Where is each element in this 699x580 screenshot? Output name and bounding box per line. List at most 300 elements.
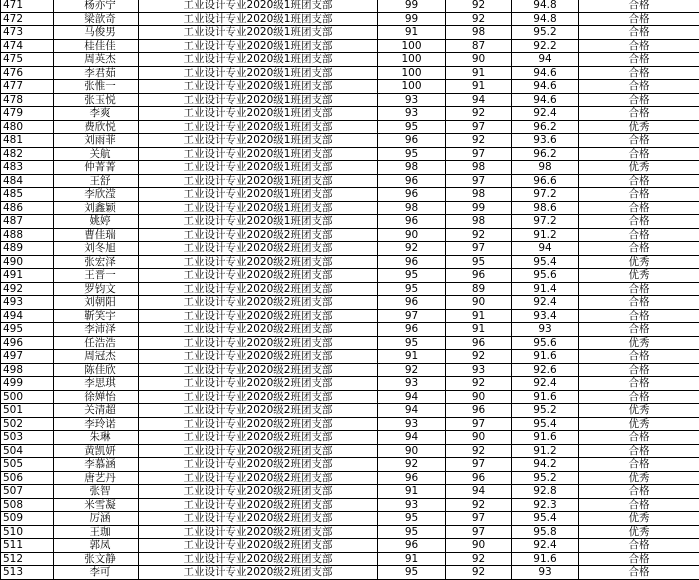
name-cell[interactable]: 朱琳 [54, 431, 139, 445]
score-1-cell[interactable]: 98 [378, 161, 446, 175]
score-1-cell[interactable]: 91 [378, 552, 446, 566]
grade-cell[interactable]: 合格 [579, 93, 699, 107]
name-cell[interactable]: 厉涵 [54, 512, 139, 526]
row-number-cell[interactable]: 479 [1, 107, 54, 121]
total-score-cell[interactable]: 94.6 [512, 93, 579, 107]
branch-cell[interactable]: 工业设计专业2020级1班团支部 [139, 80, 378, 94]
total-score-cell[interactable]: 92.4 [512, 107, 579, 121]
score-2-cell[interactable]: 92 [446, 12, 512, 26]
name-cell[interactable]: 梁歆奇 [54, 12, 139, 26]
branch-cell[interactable]: 工业设计专业2020级1班团支部 [139, 26, 378, 40]
row-number-cell[interactable]: 493 [1, 296, 54, 310]
grade-cell[interactable]: 优秀 [579, 404, 699, 418]
branch-cell[interactable]: 工业设计专业2020级1班团支部 [139, 53, 378, 67]
row-number-cell[interactable]: 496 [1, 336, 54, 350]
name-cell[interactable]: 张宏泽 [54, 255, 139, 269]
branch-cell[interactable]: 工业设计专业2020级2班团支部 [139, 363, 378, 377]
name-cell[interactable]: 马俊男 [54, 26, 139, 40]
total-score-cell[interactable]: 96.2 [512, 147, 579, 161]
branch-cell[interactable]: 工业设计专业2020级2班团支部 [139, 417, 378, 431]
score-1-cell[interactable]: 95 [378, 120, 446, 134]
grade-cell[interactable]: 合格 [579, 0, 699, 12]
total-score-cell[interactable]: 95.2 [512, 26, 579, 40]
score-1-cell[interactable]: 96 [378, 215, 446, 229]
score-2-cell[interactable]: 91 [446, 66, 512, 80]
name-cell[interactable]: 刘朝阳 [54, 296, 139, 310]
row-number-cell[interactable]: 502 [1, 417, 54, 431]
score-2-cell[interactable]: 97 [446, 512, 512, 526]
branch-cell[interactable]: 工业设计专业2020级1班团支部 [139, 215, 378, 229]
row-number-cell[interactable]: 475 [1, 53, 54, 67]
score-1-cell[interactable]: 94 [378, 404, 446, 418]
total-score-cell[interactable]: 92.6 [512, 363, 579, 377]
score-2-cell[interactable]: 96 [446, 404, 512, 418]
name-cell[interactable]: 刘鑫颖 [54, 201, 139, 215]
total-score-cell[interactable]: 95.4 [512, 417, 579, 431]
score-2-cell[interactable]: 91 [446, 323, 512, 337]
grade-cell[interactable]: 优秀 [579, 161, 699, 175]
total-score-cell[interactable]: 94 [512, 53, 579, 67]
score-2-cell[interactable]: 97 [446, 174, 512, 188]
total-score-cell[interactable]: 91.6 [512, 350, 579, 364]
row-number-cell[interactable]: 481 [1, 134, 54, 148]
grade-cell[interactable]: 合格 [579, 80, 699, 94]
total-score-cell[interactable]: 92.3 [512, 498, 579, 512]
score-2-cell[interactable]: 90 [446, 390, 512, 404]
grade-cell[interactable]: 合格 [579, 458, 699, 472]
branch-cell[interactable]: 工业设计专业2020级1班团支部 [139, 120, 378, 134]
score-2-cell[interactable]: 90 [446, 431, 512, 445]
grade-cell[interactable]: 合格 [579, 390, 699, 404]
name-cell[interactable]: 曹佳瑞 [54, 228, 139, 242]
score-1-cell[interactable]: 100 [378, 66, 446, 80]
name-cell[interactable]: 桂佳佳 [54, 39, 139, 53]
name-cell[interactable]: 张文静 [54, 552, 139, 566]
row-number-cell[interactable]: 474 [1, 39, 54, 53]
row-number-cell[interactable]: 499 [1, 377, 54, 391]
total-score-cell[interactable]: 92.4 [512, 377, 579, 391]
branch-cell[interactable]: 工业设计专业2020级2班团支部 [139, 552, 378, 566]
branch-cell[interactable]: 工业设计专业2020级2班团支部 [139, 404, 378, 418]
score-1-cell[interactable]: 95 [378, 147, 446, 161]
total-score-cell[interactable]: 97.2 [512, 188, 579, 202]
grade-cell[interactable]: 合格 [579, 188, 699, 202]
branch-cell[interactable]: 工业设计专业2020级1班团支部 [139, 161, 378, 175]
score-1-cell[interactable]: 100 [378, 80, 446, 94]
name-cell[interactable]: 周英杰 [54, 53, 139, 67]
score-1-cell[interactable]: 97 [378, 309, 446, 323]
score-1-cell[interactable]: 94 [378, 431, 446, 445]
row-number-cell[interactable]: 471 [1, 0, 54, 12]
score-1-cell[interactable]: 96 [378, 255, 446, 269]
total-score-cell[interactable]: 95.8 [512, 525, 579, 539]
score-2-cell[interactable]: 92 [446, 498, 512, 512]
score-2-cell[interactable]: 92 [446, 350, 512, 364]
score-2-cell[interactable]: 96 [446, 471, 512, 485]
name-cell[interactable]: 张玉悦 [54, 93, 139, 107]
score-1-cell[interactable]: 95 [378, 525, 446, 539]
row-number-cell[interactable]: 476 [1, 66, 54, 80]
branch-cell[interactable]: 工业设计专业2020级2班团支部 [139, 458, 378, 472]
name-cell[interactable]: 李沛泽 [54, 323, 139, 337]
branch-cell[interactable]: 工业设计专业2020级2班团支部 [139, 377, 378, 391]
grade-cell[interactable]: 优秀 [579, 417, 699, 431]
branch-cell[interactable]: 工业设计专业2020级2班团支部 [139, 242, 378, 256]
grade-cell[interactable]: 合格 [579, 323, 699, 337]
row-number-cell[interactable]: 490 [1, 255, 54, 269]
row-number-cell[interactable]: 472 [1, 12, 54, 26]
score-1-cell[interactable]: 91 [378, 350, 446, 364]
total-score-cell[interactable]: 95.2 [512, 404, 579, 418]
total-score-cell[interactable]: 93.6 [512, 134, 579, 148]
name-cell[interactable]: 李玲诺 [54, 417, 139, 431]
score-2-cell[interactable]: 87 [446, 39, 512, 53]
branch-cell[interactable]: 工业设计专业2020级1班团支部 [139, 201, 378, 215]
branch-cell[interactable]: 工业设计专业2020级2班团支部 [139, 336, 378, 350]
grade-cell[interactable]: 优秀 [579, 120, 699, 134]
score-1-cell[interactable]: 93 [378, 417, 446, 431]
score-2-cell[interactable]: 97 [446, 242, 512, 256]
branch-cell[interactable]: 工业设计专业2020级1班团支部 [139, 107, 378, 121]
name-cell[interactable]: 陈佳欣 [54, 363, 139, 377]
score-1-cell[interactable]: 95 [378, 566, 446, 580]
row-number-cell[interactable]: 484 [1, 174, 54, 188]
total-score-cell[interactable]: 91.6 [512, 390, 579, 404]
total-score-cell[interactable]: 95.4 [512, 512, 579, 526]
grade-cell[interactable]: 合格 [579, 282, 699, 296]
branch-cell[interactable]: 工业设计专业2020级1班团支部 [139, 174, 378, 188]
grade-cell[interactable]: 优秀 [579, 336, 699, 350]
row-number-cell[interactable]: 505 [1, 458, 54, 472]
row-number-cell[interactable]: 503 [1, 431, 54, 445]
total-score-cell[interactable]: 92.4 [512, 296, 579, 310]
grade-cell[interactable]: 合格 [579, 215, 699, 229]
branch-cell[interactable]: 工业设计专业2020级2班团支部 [139, 309, 378, 323]
score-2-cell[interactable]: 97 [446, 147, 512, 161]
grade-cell[interactable]: 优秀 [579, 512, 699, 526]
grade-cell[interactable]: 合格 [579, 53, 699, 67]
total-score-cell[interactable]: 93 [512, 323, 579, 337]
branch-cell[interactable]: 工业设计专业2020级2班团支部 [139, 228, 378, 242]
row-number-cell[interactable]: 510 [1, 525, 54, 539]
name-cell[interactable]: 任浩浩 [54, 336, 139, 350]
score-2-cell[interactable]: 98 [446, 188, 512, 202]
grade-cell[interactable]: 合格 [579, 26, 699, 40]
score-1-cell[interactable]: 92 [378, 363, 446, 377]
branch-cell[interactable]: 工业设计专业2020级1班团支部 [139, 93, 378, 107]
total-score-cell[interactable]: 98.6 [512, 201, 579, 215]
score-2-cell[interactable]: 97 [446, 120, 512, 134]
score-2-cell[interactable]: 90 [446, 539, 512, 553]
name-cell[interactable]: 黄凯妍 [54, 444, 139, 458]
total-score-cell[interactable]: 95.6 [512, 336, 579, 350]
score-2-cell[interactable]: 95 [446, 255, 512, 269]
grade-cell[interactable]: 合格 [579, 296, 699, 310]
score-2-cell[interactable]: 98 [446, 215, 512, 229]
name-cell[interactable]: 郭凤 [54, 539, 139, 553]
score-2-cell[interactable]: 92 [446, 0, 512, 12]
score-2-cell[interactable]: 92 [446, 552, 512, 566]
row-number-cell[interactable]: 480 [1, 120, 54, 134]
total-score-cell[interactable]: 94 [512, 242, 579, 256]
row-number-cell[interactable]: 494 [1, 309, 54, 323]
grade-cell[interactable]: 合格 [579, 566, 699, 580]
score-1-cell[interactable]: 96 [378, 471, 446, 485]
name-cell[interactable]: 姚婷 [54, 215, 139, 229]
total-score-cell[interactable]: 91.4 [512, 282, 579, 296]
grade-cell[interactable]: 合格 [579, 539, 699, 553]
grade-cell[interactable]: 合格 [579, 134, 699, 148]
score-1-cell[interactable]: 96 [378, 188, 446, 202]
branch-cell[interactable]: 工业设计专业2020级2班团支部 [139, 512, 378, 526]
score-2-cell[interactable]: 92 [446, 107, 512, 121]
branch-cell[interactable]: 工业设计专业2020级2班团支部 [139, 566, 378, 580]
grade-cell[interactable]: 合格 [579, 147, 699, 161]
row-number-cell[interactable]: 487 [1, 215, 54, 229]
grade-cell[interactable]: 合格 [579, 66, 699, 80]
score-1-cell[interactable]: 90 [378, 228, 446, 242]
grade-cell[interactable]: 优秀 [579, 471, 699, 485]
branch-cell[interactable]: 工业设计专业2020级2班团支部 [139, 350, 378, 364]
grade-cell[interactable]: 合格 [579, 444, 699, 458]
row-number-cell[interactable]: 513 [1, 566, 54, 580]
name-cell[interactable]: 徐婵怡 [54, 390, 139, 404]
grade-cell[interactable]: 合格 [579, 242, 699, 256]
branch-cell[interactable]: 工业设计专业2020级2班团支部 [139, 485, 378, 499]
score-1-cell[interactable]: 96 [378, 539, 446, 553]
score-1-cell[interactable]: 91 [378, 485, 446, 499]
row-number-cell[interactable]: 497 [1, 350, 54, 364]
row-number-cell[interactable]: 477 [1, 80, 54, 94]
grade-cell[interactable]: 合格 [579, 552, 699, 566]
score-1-cell[interactable]: 93 [378, 107, 446, 121]
score-2-cell[interactable]: 92 [446, 566, 512, 580]
score-1-cell[interactable]: 96 [378, 323, 446, 337]
total-score-cell[interactable]: 94.6 [512, 80, 579, 94]
branch-cell[interactable]: 工业设计专业2020级2班团支部 [139, 525, 378, 539]
name-cell[interactable]: 费欣悦 [54, 120, 139, 134]
name-cell[interactable]: 杨亦宁 [54, 0, 139, 12]
grade-cell[interactable]: 优秀 [579, 255, 699, 269]
row-number-cell[interactable]: 473 [1, 26, 54, 40]
grade-cell[interactable]: 合格 [579, 12, 699, 26]
total-score-cell[interactable]: 93 [512, 566, 579, 580]
branch-cell[interactable]: 工业设计专业2020级2班团支部 [139, 444, 378, 458]
row-number-cell[interactable]: 495 [1, 323, 54, 337]
grade-cell[interactable]: 优秀 [579, 525, 699, 539]
score-1-cell[interactable]: 93 [378, 377, 446, 391]
row-number-cell[interactable]: 507 [1, 485, 54, 499]
score-2-cell[interactable]: 92 [446, 228, 512, 242]
total-score-cell[interactable]: 98 [512, 161, 579, 175]
grade-cell[interactable]: 合格 [579, 174, 699, 188]
branch-cell[interactable]: 工业设计专业2020级1班团支部 [139, 12, 378, 26]
total-score-cell[interactable]: 92.4 [512, 539, 579, 553]
score-2-cell[interactable]: 98 [446, 161, 512, 175]
score-2-cell[interactable]: 91 [446, 309, 512, 323]
score-2-cell[interactable]: 99 [446, 201, 512, 215]
score-1-cell[interactable]: 99 [378, 0, 446, 12]
score-1-cell[interactable]: 91 [378, 26, 446, 40]
total-score-cell[interactable]: 93.4 [512, 309, 579, 323]
name-cell[interactable]: 李爽 [54, 107, 139, 121]
name-cell[interactable]: 米雪凝 [54, 498, 139, 512]
row-number-cell[interactable]: 508 [1, 498, 54, 512]
branch-cell[interactable]: 工业设计专业2020级2班团支部 [139, 296, 378, 310]
name-cell[interactable]: 靳笑宇 [54, 309, 139, 323]
total-score-cell[interactable]: 91.2 [512, 228, 579, 242]
total-score-cell[interactable]: 94.8 [512, 0, 579, 12]
row-number-cell[interactable]: 492 [1, 282, 54, 296]
name-cell[interactable]: 关航 [54, 147, 139, 161]
branch-cell[interactable]: 工业设计专业2020级2班团支部 [139, 431, 378, 445]
row-number-cell[interactable]: 511 [1, 539, 54, 553]
score-2-cell[interactable]: 96 [446, 336, 512, 350]
total-score-cell[interactable]: 96.6 [512, 174, 579, 188]
grade-cell[interactable]: 合格 [579, 377, 699, 391]
name-cell[interactable]: 李欣滢 [54, 188, 139, 202]
score-1-cell[interactable]: 90 [378, 444, 446, 458]
score-2-cell[interactable]: 98 [446, 26, 512, 40]
branch-cell[interactable]: 工业设计专业2020级1班团支部 [139, 188, 378, 202]
score-1-cell[interactable]: 92 [378, 242, 446, 256]
score-1-cell[interactable]: 100 [378, 53, 446, 67]
branch-cell[interactable]: 工业设计专业2020级2班团支部 [139, 471, 378, 485]
score-1-cell[interactable]: 94 [378, 390, 446, 404]
branch-cell[interactable]: 工业设计专业2020级1班团支部 [139, 134, 378, 148]
score-2-cell[interactable]: 97 [446, 417, 512, 431]
grade-cell[interactable]: 合格 [579, 498, 699, 512]
row-number-cell[interactable]: 486 [1, 201, 54, 215]
branch-cell[interactable]: 工业设计专业2020级2班团支部 [139, 323, 378, 337]
score-2-cell[interactable]: 92 [446, 444, 512, 458]
branch-cell[interactable]: 工业设计专业2020级2班团支部 [139, 539, 378, 553]
total-score-cell[interactable]: 95.6 [512, 269, 579, 283]
branch-cell[interactable]: 工业设计专业2020级1班团支部 [139, 66, 378, 80]
score-1-cell[interactable]: 96 [378, 296, 446, 310]
name-cell[interactable]: 关清超 [54, 404, 139, 418]
grade-cell[interactable]: 合格 [579, 431, 699, 445]
name-cell[interactable]: 王珈 [54, 525, 139, 539]
score-1-cell[interactable]: 93 [378, 93, 446, 107]
grade-cell[interactable]: 合格 [579, 228, 699, 242]
total-score-cell[interactable]: 91.6 [512, 552, 579, 566]
score-2-cell[interactable]: 89 [446, 282, 512, 296]
name-cell[interactable]: 张智 [54, 485, 139, 499]
name-cell[interactable]: 仲菁菁 [54, 161, 139, 175]
total-score-cell[interactable]: 94.2 [512, 458, 579, 472]
name-cell[interactable]: 刘冬旭 [54, 242, 139, 256]
branch-cell[interactable]: 工业设计专业2020级1班团支部 [139, 39, 378, 53]
score-1-cell[interactable]: 95 [378, 269, 446, 283]
score-1-cell[interactable]: 96 [378, 134, 446, 148]
grade-cell[interactable]: 合格 [579, 107, 699, 121]
branch-cell[interactable]: 工业设计专业2020级2班团支部 [139, 269, 378, 283]
row-number-cell[interactable]: 482 [1, 147, 54, 161]
branch-cell[interactable]: 工业设计专业2020级2班团支部 [139, 255, 378, 269]
score-2-cell[interactable]: 97 [446, 525, 512, 539]
row-number-cell[interactable]: 483 [1, 161, 54, 175]
score-1-cell[interactable]: 96 [378, 174, 446, 188]
score-2-cell[interactable]: 94 [446, 485, 512, 499]
score-1-cell[interactable]: 95 [378, 512, 446, 526]
score-1-cell[interactable]: 99 [378, 12, 446, 26]
grade-cell[interactable]: 合格 [579, 39, 699, 53]
name-cell[interactable]: 王舒 [54, 174, 139, 188]
score-2-cell[interactable]: 97 [446, 458, 512, 472]
grade-cell[interactable]: 合格 [579, 485, 699, 499]
row-number-cell[interactable]: 501 [1, 404, 54, 418]
row-number-cell[interactable]: 512 [1, 552, 54, 566]
score-1-cell[interactable]: 95 [378, 336, 446, 350]
name-cell[interactable]: 王晋一 [54, 269, 139, 283]
name-cell[interactable]: 李思琪 [54, 377, 139, 391]
score-1-cell[interactable]: 93 [378, 498, 446, 512]
row-number-cell[interactable]: 485 [1, 188, 54, 202]
row-number-cell[interactable]: 500 [1, 390, 54, 404]
total-score-cell[interactable]: 92.2 [512, 39, 579, 53]
total-score-cell[interactable]: 94.8 [512, 12, 579, 26]
score-1-cell[interactable]: 100 [378, 39, 446, 53]
grade-cell[interactable]: 合格 [579, 201, 699, 215]
score-2-cell[interactable]: 96 [446, 269, 512, 283]
score-1-cell[interactable]: 95 [378, 282, 446, 296]
name-cell[interactable]: 张惟一 [54, 80, 139, 94]
total-score-cell[interactable]: 97.2 [512, 215, 579, 229]
row-number-cell[interactable]: 498 [1, 363, 54, 377]
score-2-cell[interactable]: 90 [446, 296, 512, 310]
total-score-cell[interactable]: 95.4 [512, 255, 579, 269]
score-2-cell[interactable]: 91 [446, 80, 512, 94]
name-cell[interactable]: 李君茹 [54, 66, 139, 80]
name-cell[interactable]: 唐艺丹 [54, 471, 139, 485]
grade-cell[interactable]: 合格 [579, 350, 699, 364]
total-score-cell[interactable]: 95.2 [512, 471, 579, 485]
total-score-cell[interactable]: 92.8 [512, 485, 579, 499]
score-2-cell[interactable]: 90 [446, 53, 512, 67]
grade-cell[interactable]: 优秀 [579, 269, 699, 283]
branch-cell[interactable]: 工业设计专业2020级1班团支部 [139, 147, 378, 161]
row-number-cell[interactable]: 506 [1, 471, 54, 485]
branch-cell[interactable]: 工业设计专业2020级2班团支部 [139, 282, 378, 296]
score-2-cell[interactable]: 93 [446, 363, 512, 377]
name-cell[interactable]: 李可 [54, 566, 139, 580]
total-score-cell[interactable]: 94.6 [512, 66, 579, 80]
row-number-cell[interactable]: 478 [1, 93, 54, 107]
score-2-cell[interactable]: 94 [446, 93, 512, 107]
grade-cell[interactable]: 合格 [579, 309, 699, 323]
total-score-cell[interactable]: 91.6 [512, 431, 579, 445]
row-number-cell[interactable]: 488 [1, 228, 54, 242]
score-1-cell[interactable]: 98 [378, 201, 446, 215]
name-cell[interactable]: 李慕涵 [54, 458, 139, 472]
grade-cell[interactable]: 合格 [579, 363, 699, 377]
score-2-cell[interactable]: 92 [446, 134, 512, 148]
branch-cell[interactable]: 工业设计专业2020级2班团支部 [139, 390, 378, 404]
name-cell[interactable]: 刘雨菲 [54, 134, 139, 148]
row-number-cell[interactable]: 491 [1, 269, 54, 283]
total-score-cell[interactable]: 91.2 [512, 444, 579, 458]
score-2-cell[interactable]: 92 [446, 377, 512, 391]
total-score-cell[interactable]: 96.2 [512, 120, 579, 134]
row-number-cell[interactable]: 489 [1, 242, 54, 256]
branch-cell[interactable]: 工业设计专业2020级1班团支部 [139, 0, 378, 12]
branch-cell[interactable]: 工业设计专业2020级2班团支部 [139, 498, 378, 512]
row-number-cell[interactable]: 504 [1, 444, 54, 458]
row-number-cell[interactable]: 509 [1, 512, 54, 526]
name-cell[interactable]: 周冠杰 [54, 350, 139, 364]
name-cell[interactable]: 罗钧文 [54, 282, 139, 296]
